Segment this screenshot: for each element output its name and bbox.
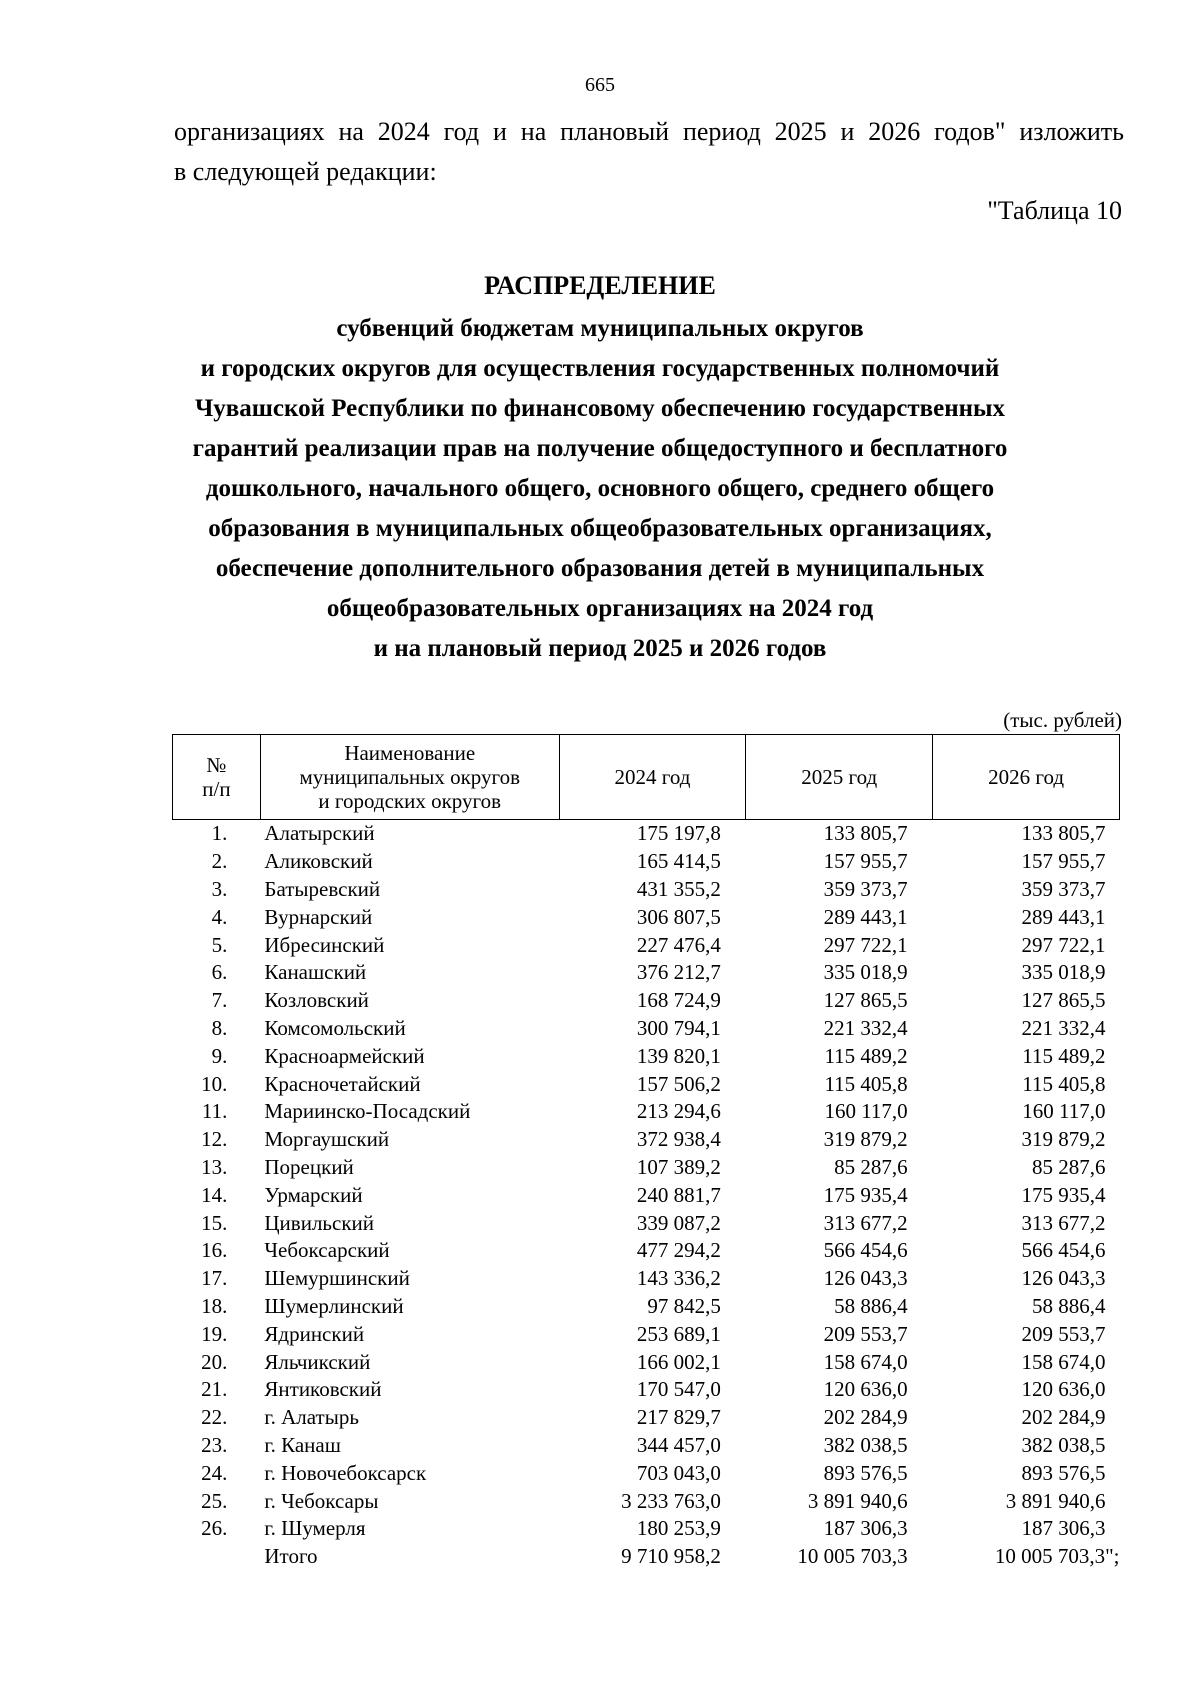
- value-2024: 175 197,8: [636, 821, 721, 846]
- value-2024: 157 506,2: [636, 1071, 721, 1096]
- value-2024: 168 724,9: [636, 988, 721, 1013]
- table-row: [173, 820, 1120, 848]
- value-2026: 120 636,0: [1021, 1377, 1106, 1402]
- value-2026: 319 879,2: [1021, 1127, 1106, 1152]
- row-number: 20.: [201, 1349, 228, 1374]
- row-number: 10.: [201, 1071, 228, 1096]
- row-number: 23.: [201, 1432, 228, 1457]
- row-number: 16.: [201, 1238, 228, 1263]
- value-2026: 160 117,0: [1022, 1099, 1106, 1124]
- value-2024: 217 829,7: [636, 1405, 721, 1430]
- value-2026: 115 489,2: [1022, 1043, 1106, 1068]
- distribution-table: [172, 734, 1120, 1571]
- value-2025: 85 287,6: [834, 1154, 908, 1179]
- value-2025: 566 454,6: [823, 1238, 908, 1263]
- table-row: [173, 848, 1120, 876]
- table-row: [173, 1293, 1120, 1321]
- table-row: [173, 1154, 1120, 1182]
- value-2024: 170 547,0: [636, 1377, 721, 1402]
- row-number: 13.: [201, 1154, 228, 1179]
- district-name: Алатырский: [264, 821, 375, 846]
- value-2025: 187 306,3: [823, 1516, 908, 1541]
- value-2026: 209 553,7: [1021, 1321, 1106, 1346]
- value-2026: 133 805,7: [1021, 821, 1106, 846]
- value-2025: 313 677,2: [823, 1210, 908, 1235]
- district-name: Аликовский: [264, 849, 373, 874]
- value-2024: 180 253,9: [636, 1516, 721, 1541]
- title-line: субвенций бюджетам муниципальных округов: [336, 315, 864, 342]
- value-2026: 335 018,9: [1021, 960, 1106, 985]
- district-name: Моргаушский: [264, 1127, 390, 1152]
- value-2026: 382 038,5: [1021, 1432, 1106, 1457]
- value-2025: 160 117,0: [824, 1099, 908, 1124]
- title-line: и городских округов для осуществления государственных полномочий: [200, 355, 1000, 382]
- value-2025: 133 805,7: [823, 821, 908, 846]
- district-name: Янтиковский: [264, 1377, 382, 1402]
- district-name: Шумерлинский: [264, 1293, 404, 1318]
- value-2024: 431 355,2: [636, 876, 721, 901]
- row-number: 8.: [211, 1015, 228, 1040]
- value-2024: 300 794,1: [636, 1015, 721, 1040]
- intro-line-1: организациях на 2024 год и на плановый период 2025 и 2026 годов" изложить: [174, 117, 1124, 146]
- district-name: Красночетайский: [264, 1071, 421, 1096]
- row-number: 17.: [201, 1266, 228, 1291]
- row-number: 25.: [201, 1488, 228, 1513]
- total-2025: 10 005 703,3: [797, 1544, 908, 1569]
- district-name: г. Шумерля: [264, 1516, 366, 1541]
- table-reference: "Таблица 10: [987, 196, 1122, 225]
- value-2025: 175 935,4: [823, 1182, 908, 1207]
- row-number: 14.: [201, 1182, 228, 1207]
- row-number: 2.: [211, 849, 228, 874]
- value-2025: 289 443,1: [823, 904, 908, 929]
- row-number: 26.: [201, 1516, 228, 1541]
- row-number: 19.: [201, 1321, 228, 1346]
- district-name: г. Канаш: [264, 1432, 341, 1457]
- district-name: Козловский: [264, 988, 369, 1013]
- row-number: 15.: [201, 1210, 228, 1235]
- district-name: Батыревский: [264, 876, 381, 901]
- row-number: 9.: [211, 1043, 228, 1068]
- value-2025: 209 553,7: [823, 1321, 908, 1346]
- value-2026: 566 454,6: [1021, 1238, 1106, 1263]
- district-name: Шемуршинский: [264, 1266, 410, 1291]
- district-name: Цивильский: [264, 1210, 375, 1235]
- district-name: Вурнарский: [264, 904, 373, 929]
- value-2026: 359 373,7: [1021, 876, 1106, 901]
- table-row: [173, 1348, 1120, 1376]
- value-2025: 58 886,4: [834, 1293, 908, 1318]
- total-label: Итого: [264, 1544, 318, 1569]
- value-2024: 477 294,2: [636, 1238, 721, 1263]
- value-2025: 158 674,0: [823, 1349, 908, 1374]
- district-name: Яльчикский: [264, 1349, 371, 1374]
- value-2025: 319 879,2: [823, 1127, 908, 1152]
- value-2025: 157 955,7: [823, 849, 908, 874]
- document-title: [0, 266, 1200, 669]
- value-2024: 139 820,1: [636, 1043, 721, 1068]
- value-2025: 115 405,8: [824, 1071, 908, 1096]
- value-2024: 306 807,5: [636, 904, 721, 929]
- value-2026: 127 865,5: [1021, 988, 1106, 1013]
- table-row: [173, 1459, 1120, 1487]
- value-2026: 289 443,1: [1021, 904, 1106, 929]
- title-line: образования в муниципальных общеобразовательных организациях,: [208, 515, 992, 542]
- value-2024: 376 212,7: [636, 960, 721, 985]
- value-2024: 107 389,2: [636, 1154, 721, 1179]
- table-row: [173, 1181, 1120, 1209]
- header-name: Наименование муниципальных округов и городских округов: [260, 735, 559, 820]
- total-2026: 10 005 703,3";: [994, 1544, 1120, 1569]
- value-2024: 143 336,2: [636, 1266, 721, 1291]
- header-number: № п/п: [173, 735, 261, 820]
- district-name: Мариинско-Посадский: [264, 1099, 471, 1124]
- value-2024: 213 294,6: [636, 1099, 721, 1124]
- table-row: [173, 959, 1120, 987]
- row-number: 6.: [211, 960, 228, 985]
- units-label: (тыс. рублей): [1003, 708, 1122, 732]
- value-2025: 115 489,2: [824, 1043, 908, 1068]
- value-2026: 202 284,9: [1021, 1405, 1106, 1430]
- table-header-row: [173, 735, 1120, 820]
- row-number: 3.: [211, 876, 228, 901]
- table-row: [173, 1015, 1120, 1043]
- row-number: 21.: [201, 1377, 228, 1402]
- value-2024: 165 414,5: [636, 849, 721, 874]
- title-line: обеспечение дополнительного образования детей в муниципальных: [215, 555, 985, 582]
- title-line: Чувашской Республики по финансовому обеспечению государственных: [194, 395, 1006, 422]
- table-row: [173, 931, 1120, 959]
- value-2026: 85 287,6: [1032, 1154, 1106, 1179]
- district-name: Порецкий: [264, 1154, 354, 1179]
- value-2024: 227 476,4: [636, 932, 721, 957]
- district-name: Комсомольский: [264, 1015, 406, 1040]
- value-2024: 372 938,4: [636, 1127, 721, 1152]
- value-2026: 313 677,2: [1021, 1210, 1106, 1235]
- row-number: 22.: [201, 1405, 228, 1430]
- title-line: гарантий реализации прав на получение общедоступного и бесплатного: [192, 435, 1008, 462]
- total-row: [173, 1543, 1120, 1571]
- title-line: и на плановый период 2025 и 2026 годов: [373, 635, 827, 662]
- header-2025: 2025 год: [746, 735, 933, 820]
- value-2024: 166 002,1: [636, 1349, 721, 1374]
- row-number: 1.: [211, 821, 228, 846]
- table-row: [173, 1126, 1120, 1154]
- table-row: [173, 1237, 1120, 1265]
- district-name: Чебоксарский: [264, 1238, 390, 1263]
- row-number: 7.: [211, 988, 228, 1013]
- district-name: г. Новочебоксарск: [264, 1460, 427, 1485]
- value-2026: 158 674,0: [1021, 1349, 1106, 1374]
- row-number: 24.: [201, 1460, 228, 1485]
- value-2026: 175 935,4: [1021, 1182, 1106, 1207]
- district-name: Ибресинский: [264, 932, 385, 957]
- district-name: г. Алатырь: [264, 1405, 359, 1430]
- header-2026: 2026 год: [933, 735, 1120, 820]
- value-2024: 240 881,7: [636, 1182, 721, 1207]
- value-2025: 893 576,5: [823, 1460, 908, 1485]
- value-2025: 202 284,9: [823, 1405, 908, 1430]
- value-2024: 253 689,1: [636, 1321, 721, 1346]
- table-row: [173, 1320, 1120, 1348]
- table-row: [173, 1487, 1120, 1515]
- value-2025: 126 043,3: [823, 1266, 908, 1291]
- row-number: 18.: [201, 1293, 228, 1318]
- row-number: 4.: [211, 904, 228, 929]
- title-main: РАСПРЕДЕЛЕНИЕ: [484, 271, 716, 300]
- value-2025: 127 865,5: [823, 988, 908, 1013]
- value-2026: 58 886,4: [1032, 1293, 1106, 1318]
- value-2026: 297 722,1: [1021, 932, 1106, 957]
- value-2025: 3 891 940,6: [807, 1488, 908, 1513]
- row-number: 5.: [211, 932, 228, 957]
- value-2026: 3 891 940,6: [1005, 1488, 1106, 1513]
- total-number-empty: [173, 1543, 261, 1571]
- table-row: [173, 1070, 1120, 1098]
- table-row: [173, 1098, 1120, 1126]
- intro-line-2: в следующей редакции:: [174, 157, 437, 186]
- total-2024: 9 710 958,2: [621, 1544, 721, 1569]
- district-name: Красноармейский: [264, 1043, 425, 1068]
- table-row: [173, 1265, 1120, 1293]
- table-row: [173, 1376, 1120, 1404]
- district-name: Ядринский: [264, 1321, 365, 1346]
- value-2025: 382 038,5: [823, 1432, 908, 1457]
- table-row: [173, 876, 1120, 904]
- value-2025: 359 373,7: [823, 876, 908, 901]
- value-2026: 221 332,4: [1021, 1015, 1106, 1040]
- table-row: [173, 987, 1120, 1015]
- table-row: [173, 1042, 1120, 1070]
- value-2026: 115 405,8: [1022, 1071, 1106, 1096]
- value-2024: 97 842,5: [647, 1293, 721, 1318]
- table-row: [173, 903, 1120, 931]
- district-name: Канашский: [264, 960, 367, 985]
- district-name: г. Чебоксары: [264, 1488, 379, 1513]
- table-row: [173, 1432, 1120, 1460]
- row-number: 11.: [201, 1099, 228, 1124]
- value-2024: 344 457,0: [636, 1432, 721, 1457]
- value-2025: 297 722,1: [823, 932, 908, 957]
- value-2025: 335 018,9: [823, 960, 908, 985]
- value-2024: 339 087,2: [636, 1210, 721, 1235]
- row-number: 12.: [201, 1127, 228, 1152]
- value-2024: 703 043,0: [636, 1460, 721, 1485]
- page-number: 665: [585, 74, 615, 96]
- table-row: [173, 1209, 1120, 1237]
- table-row: [173, 1404, 1120, 1432]
- value-2025: 120 636,0: [823, 1377, 908, 1402]
- title-line: общеобразовательных организациях на 2024 год: [326, 595, 874, 622]
- title-line: дошкольного, начального общего, основного общего, среднего общего: [205, 475, 995, 502]
- value-2026: 126 043,3: [1021, 1266, 1106, 1291]
- header-2024: 2024 год: [559, 735, 746, 820]
- value-2026: 187 306,3: [1021, 1516, 1106, 1541]
- value-2024: 3 233 763,0: [621, 1488, 721, 1513]
- table-row: [173, 1515, 1120, 1543]
- value-2025: 221 332,4: [823, 1015, 908, 1040]
- value-2026: 157 955,7: [1021, 849, 1106, 874]
- district-name: Урмарский: [264, 1182, 363, 1207]
- value-2026: 893 576,5: [1021, 1460, 1106, 1485]
- table-body: [173, 820, 1120, 1571]
